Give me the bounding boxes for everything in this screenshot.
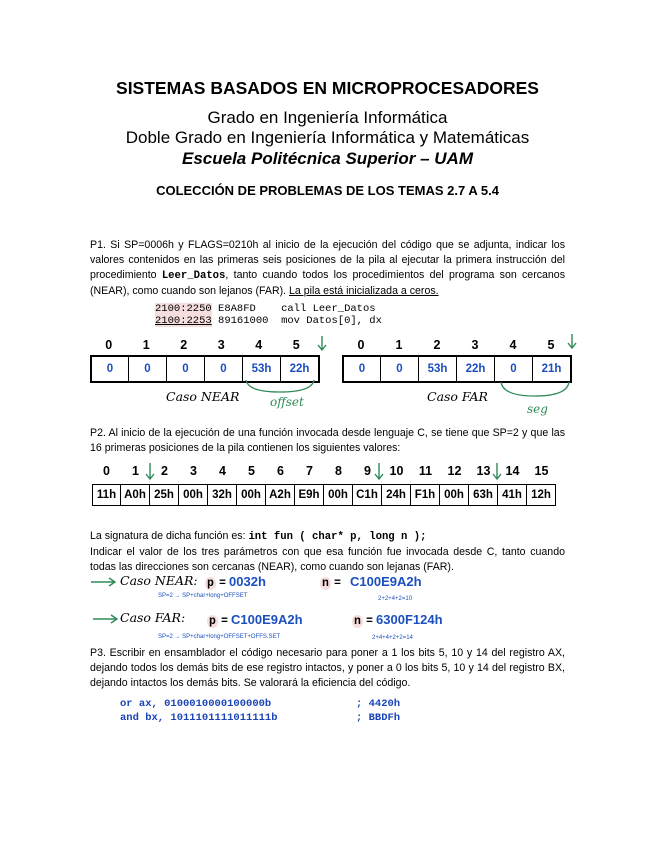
p2-near-n-row: n = C100E9A2h: [322, 574, 422, 590]
p3-code-block: [120, 697, 400, 725]
p2-near-sum: 2+2+4+2=10: [378, 596, 413, 602]
p2-index-13: 13: [476, 464, 491, 478]
p2-cell-2: 25h: [150, 484, 179, 506]
p2-near-arrow: [90, 576, 118, 588]
p1-near-index-1: 1: [142, 338, 150, 352]
p1-text-b: , tanto cuando todos los procedimientos del programa son cercanos (NEAR), como cuando son lejanos (FAR).: [90, 269, 565, 297]
p2-far-end-arrow: [491, 462, 503, 482]
p2-far-n-value: 6300F124h: [376, 612, 443, 627]
p2-near-note: SP=2 → SP+char+long+OFFSET: [158, 593, 248, 599]
collection-title: COLECCIÓN DE PROBLEMAS DE LOS TEMAS 2.7 A 5.4: [156, 183, 499, 198]
p1-text-c: La pila está inicializada a ceros.: [289, 285, 439, 297]
degree-line-2: Doble Grado en Ingeniería Informática y Matemáticas: [125, 128, 530, 147]
p2-near-p-row: p = 0032h: [207, 574, 266, 590]
p2-index-1: 1: [132, 464, 139, 478]
p1-code-1-instr: call Leer_Datos: [281, 303, 376, 315]
p3-code-1-instr: or ax, 0100010000100000b: [120, 698, 272, 710]
p2-index-6: 6: [277, 464, 284, 478]
p1-near-indices: [90, 338, 315, 352]
degree-line-1: Grado en Ingeniería Informática: [207, 108, 448, 127]
p2-cell-3: 00h: [179, 484, 208, 506]
p2-index-8: 8: [335, 464, 342, 478]
p2-cell-0: 11h: [92, 484, 121, 506]
p2-cell-7: E9h: [295, 484, 324, 506]
p1-near-note: offset: [270, 395, 304, 409]
p2-index-5: 5: [248, 464, 255, 478]
p1-near-index-0: 0: [105, 338, 113, 352]
p1-far-sp-arrow: [566, 333, 578, 351]
p2-question: Indicar el valor de los tres parámetros con que esa función fue invocada desde C, tanto cuando todas las direcciones son cercanas (NEAR), como cuando son lejanas (FAR).: [90, 546, 565, 573]
p2-far-p-row: p = C100E9A2h: [209, 612, 303, 628]
p2-cell-10: 24h: [382, 484, 411, 506]
p2-index-0: 0: [103, 464, 110, 478]
p2-far-p-label: p: [209, 615, 216, 628]
p2-sp-arrow: [144, 462, 156, 482]
p3-code-2-comment: ; BBDFh: [356, 712, 401, 724]
p2-signature: [90, 530, 426, 543]
p2-far-p-value: C100E9A2h: [231, 612, 303, 627]
p2-near-p-label: p: [207, 577, 214, 590]
p1-far-brace: [495, 380, 575, 405]
p2-far-n-label: n: [354, 615, 361, 628]
p1-far-cell-3: 22h: [457, 356, 495, 382]
p1-far-index-2: 2: [433, 338, 441, 352]
p1-code-line-1: [155, 303, 382, 315]
p2-far-note: SP=2 → SP+char+long+OFFSET+OFFS.SET: [158, 634, 281, 640]
p1-far-index-3: 3: [471, 338, 479, 352]
p2-near-n-value: C100E9A2h: [350, 574, 422, 589]
p2-stack: [92, 484, 556, 506]
p1-near-index-2: 2: [180, 338, 188, 352]
p1-statement: [90, 238, 565, 299]
p2-cell-14: 41h: [498, 484, 527, 506]
p2-index-11: 11: [418, 464, 433, 478]
p1-far-stack: [342, 355, 572, 383]
p2-index-7: 7: [306, 464, 313, 478]
p3-code-2-instr: and bx, 1011101111011111b: [120, 712, 278, 724]
p1-code-1-bytes: E8A8FD: [218, 303, 256, 315]
p2-cell-9: C1h: [353, 484, 382, 506]
p2-index-15: 15: [534, 464, 549, 478]
p1-near-cell-5: 22h: [281, 356, 319, 382]
p1-far-index-1: 1: [395, 338, 403, 352]
p2-index-4: 4: [219, 464, 226, 478]
p1-far-index-4: 4: [509, 338, 517, 352]
p2-index-14: 14: [505, 464, 520, 478]
p2-index-3: 3: [190, 464, 197, 478]
p2-cell-5: 00h: [237, 484, 266, 506]
p2-cell-11: F1h: [411, 484, 440, 506]
p1-far-indices: [342, 338, 572, 352]
p2-cell-12: 00h: [440, 484, 469, 506]
p1-far-index-5: 5: [547, 338, 555, 352]
p2-near-label: Caso NEAR:: [120, 573, 198, 588]
p1-far-note: seg: [527, 402, 548, 416]
p1-code-2-instr: mov Datos[0], dx: [281, 315, 382, 327]
p1-near-index-4: 4: [255, 338, 263, 352]
p1-near-cell-1: 0: [129, 356, 167, 382]
p1-near-index-5: 5: [292, 338, 300, 352]
p3-code-line-2: [120, 711, 400, 725]
p1-far-cell-0: 0: [343, 356, 381, 382]
p1-near-label: Caso NEAR: [166, 389, 240, 404]
p2-far-label: Caso FAR:: [120, 610, 186, 625]
p2-cell-4: 32h: [208, 484, 237, 506]
p2-near-end-arrow: [373, 462, 385, 482]
p2-cell-6: A2h: [266, 484, 295, 506]
p1-near-sp-arrow: [316, 335, 328, 353]
p1-near-cell-0: 0: [91, 356, 129, 382]
p1-proc-name: Leer_Datos: [161, 270, 226, 282]
p2-signature-code: int fun ( char* p, long n );: [248, 531, 427, 543]
p2-signature-prefix: La signatura de dicha función es:: [90, 530, 249, 542]
p2-far-n-row: n = 6300F124h: [354, 612, 443, 628]
p1-code-block: [155, 303, 382, 327]
p1-near-index-3: 3: [217, 338, 225, 352]
p1-far-cell-5: 21h: [533, 356, 571, 382]
p1-far-cell-1: 0: [381, 356, 419, 382]
p1-near-cell-3: 0: [205, 356, 243, 382]
p1-far-cell-4: 0: [495, 356, 533, 382]
p2-index-2: 2: [161, 464, 168, 478]
p3-code-line-1: [120, 697, 400, 711]
p1-near-brace: [240, 378, 320, 400]
p1-code-1-addr: 2100:2250: [155, 303, 212, 315]
p1-text-a: P1. Si SP=0006h y FLAGS=0210h al inicio de la ejecución del código que se adjunta, indicar los valores contenidos en las primeras seis posiciones de la pila al ejecutar la primera instrucción del procedimiento: [90, 239, 565, 281]
document-title: SISTEMAS BASADOS EN MICROPROCESADORES: [116, 78, 539, 98]
p2-far-arrow: [92, 613, 120, 625]
p2-statement: P2. Al inicio de la ejecución de una función invocada desde lenguaje C, se tiene que SP=2 y que las 16 primeras posiciones de la pila contienen los siguientes valores:: [90, 427, 565, 454]
p1-far-index-0: 0: [357, 338, 365, 352]
p2-cell-8: 00h: [324, 484, 353, 506]
p1-code-2-bytes: 89161000: [218, 315, 269, 327]
p1-code-line-2: [155, 315, 382, 327]
p2-index-10: 10: [389, 464, 404, 478]
p3-code-1-comment: ; 4420h: [356, 698, 401, 710]
p2-near-p-value: 0032h: [229, 574, 266, 589]
p2-index-9: 9: [364, 464, 371, 478]
p1-far-label: Caso FAR: [427, 389, 488, 404]
p2-near-n-label: n: [322, 577, 329, 590]
p2-cell-15: 12h: [527, 484, 556, 506]
p2-indices: [92, 464, 556, 478]
p1-near-cell-2: 0: [167, 356, 205, 382]
p2-cell-13: 63h: [469, 484, 498, 506]
p1-far-cell-2: 53h: [419, 356, 457, 382]
p2-cell-1: A0h: [121, 484, 150, 506]
p3-statement: P3. Escribir en ensamblador el código necesario para poner a 1 los bits 5, 10 y 14 del registro AX, dejando todos los demás bits de ese registro intactos, y poner a 0 los bits 5, 10 y 14 del registro BX, dejando intactos los demás bits. Se valorará la eficiencia del código.: [90, 647, 565, 689]
p2-index-12: 12: [447, 464, 462, 478]
p1-code-2-addr: 2100:2253: [155, 315, 212, 327]
p2-far-sum: 2+4+4+2+2=14: [372, 635, 413, 641]
school-line: Escuela Politécnica Superior – UAM: [182, 149, 473, 168]
p1-near-cell-4: 53h: [243, 356, 281, 382]
